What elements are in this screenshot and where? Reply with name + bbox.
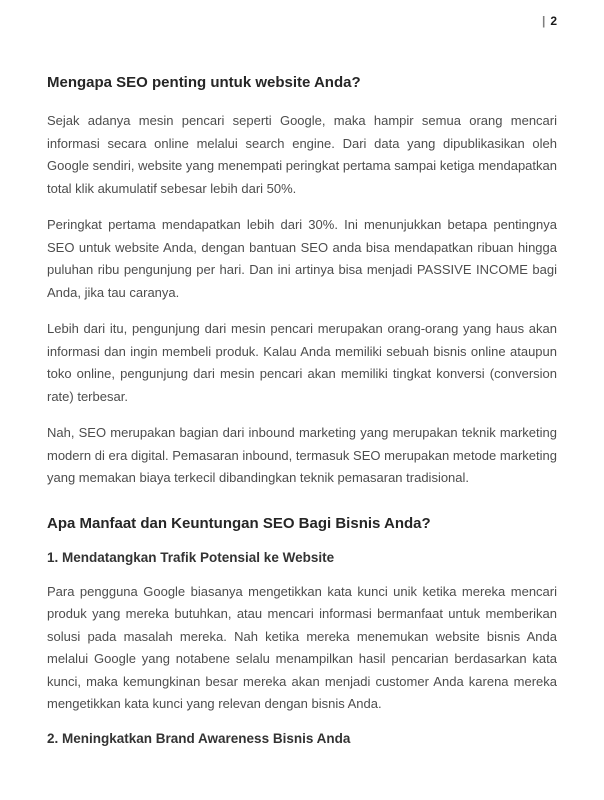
page-number: 2 bbox=[550, 14, 557, 28]
paragraph-first-rank: Peringkat pertama mendapatkan lebih dari 30%. Ini menunjukkan betapa pentingnya SEO untuk website Anda, dengan bantuan SEO anda bisa mendapatkan ribuan hingga puluhan ribu pengunjung per hari. Dan ini artinya bisa menjadi PASSIVE INCOME bagi Anda, jika tau caranya. bbox=[47, 217, 557, 300]
paragraph-potential-traffic: Para pengguna Google biasanya mengetikkan kata kunci unik ketika mereka mencari produk yang mereka butuhkan, atau mencari informasi bermanfaat untuk memberikan solusi pada masalah mereka. Nah ketika mereka menemukan website bisnis Anda melalui Google yang notabene selalu menampilkan hasil pencarian berdasarkan kata kunci, maka kemungkinan besar mereka akan menjadi customer Anda karena mereka mengetikkan kata kunci yang relevan dengan bisnis Anda. bbox=[47, 583, 557, 711]
paragraph-conversion-rate: Lebih dari itu, pengunjung dari mesin pencari merupakan orang-orang yang haus akan informasi dan ingin membeli produk. Kalau Anda memiliki sebuah bisnis online ataupun toko online, pengunjung dari mesin pencari akan memiliki tingkat konversi (conversion rate) terbesar. bbox=[47, 321, 557, 404]
page-header bbox=[47, 14, 557, 29]
page-number-separator: | bbox=[541, 14, 546, 28]
subsection-heading-brand-awareness: 2. Meningkatkan Brand Awareness Bisnis Anda bbox=[47, 730, 351, 746]
paragraph-search-engine-data: Sejak adanya mesin pencari seperti Google, maka hampir semua orang mencari informasi secara online melalui search engine. Dari data yang dipublikasikan oleh Google sendiri, website yang menempati peringkat pertama sampai ketiga mendapatkan total klik akumulatif sebesar lebih dari 50%. bbox=[47, 113, 557, 196]
section-heading-benefits: Apa Manfaat dan Keuntungan SEO Bagi Bisnis Anda? bbox=[47, 514, 431, 532]
paragraph-inbound-marketing: Nah, SEO merupakan bagian dari inbound marketing yang merupakan teknik marketing modern di era digital. Pemasaran inbound, termasuk SEO merupakan metode marketing yang memakan biaya terkecil dibandingkan teknik pemasaran tradisional. bbox=[47, 425, 557, 485]
subsection-heading-traffic: 1. Mendatangkan Trafik Potensial ke Website bbox=[47, 549, 335, 565]
section-heading-why-seo: Mengapa SEO penting untuk website Anda? bbox=[47, 74, 361, 91]
